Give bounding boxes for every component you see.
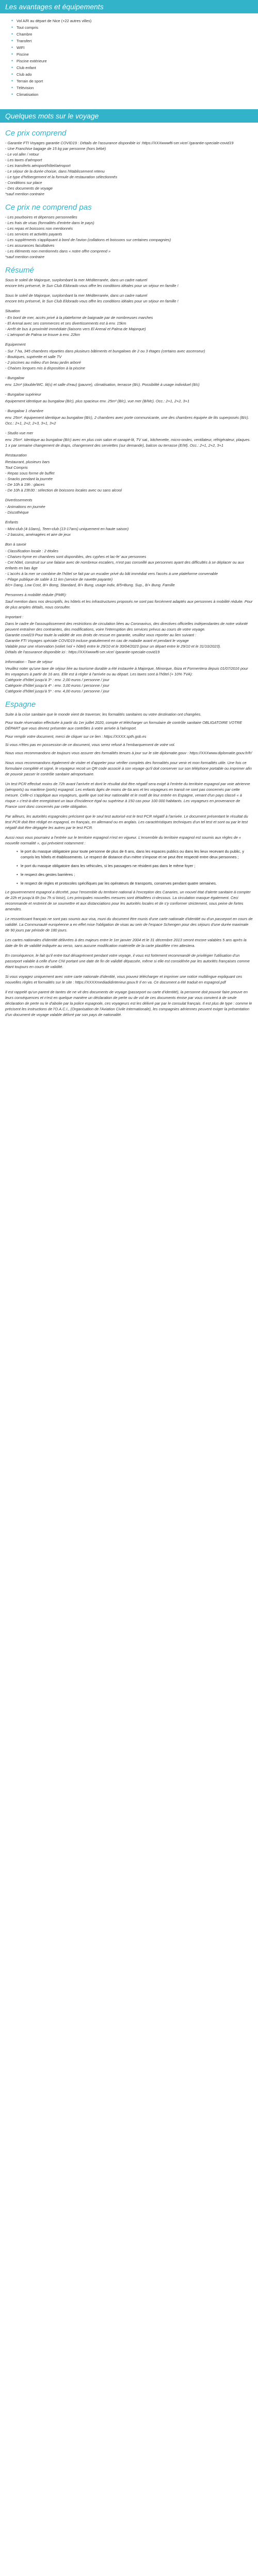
- bungalow-sup-title: - Bungalow supérieur: [5, 392, 41, 397]
- espagne-title: Espagne: [5, 700, 36, 709]
- summary-p1: Sous le soleil de Majorque, surplombant la mer Méditerranée, dans un cadre naturel: [5, 278, 148, 282]
- included-item: - Des documents de voyage: [5, 186, 53, 191]
- important-list: [5, 621, 253, 655]
- bungalow-title: - Bungalow: [5, 376, 24, 380]
- included-item: - Les transferts aéroport/hôtel/aéroport: [5, 163, 71, 168]
- advantage-item: • Chambre: [11, 31, 253, 38]
- espagne-rule-item: • le respect des gestes barrières ;: [17, 872, 253, 877]
- espagne-p5: Le gouvernement espagnol a décrété, pour l'ensemble du territoire national à l'exception des Canaries, un nouvel état d'alerte sanitaire à compter de 22h et jusqu'à 6h (ou 7h si loisir), Les principales nouvelles mesures sont détaillées ci-dessous. La circulation masque également. Ceci recommande et restreint de se soumettre et aux distanciations pour les autorités locales et de s'y conformer strictement, sous peine de fortes amendes.: [5, 890, 251, 911]
- kids-title: Enfants: [5, 520, 19, 524]
- included-title: Ce prix comprend: [5, 129, 67, 138]
- tax-item: Catégorie d'hôtel jusqu'à 3* : env. 2,00 euros / personne / jour: [5, 677, 109, 682]
- important-item: Valable pour une réservation (voliet /vol + hôtel) entre le 29/10 et le 30/04/2023 (pour un départ entre le 29/10 et le 31/10/2023).: [5, 644, 221, 649]
- espagne-p6: Le ressortissant français ne sont pas soumis aux visa, muni du document être munis d'une carte nationale d'identité ou d'un passeport en cours de validité. La Communauté européenne a en effet mise l'obligation de visas au sein de l'espace Schengen pour des séjours d'une durée maximale de 90 jours par période de 180 jours.: [5, 917, 253, 933]
- restauration-item: - Snacks pendant la journée: [5, 477, 53, 481]
- advantages-list: [0, 13, 258, 100]
- included-item: - Le type d'hébergement et la formule de restauration sélectionnés: [5, 175, 118, 179]
- excluded-item: - Les pourboires et dépenses personnelles: [5, 215, 77, 219]
- good-to-know-list: [5, 548, 253, 588]
- tax-title: Information - Taxe de séjour: [5, 659, 53, 664]
- restauration-item: Tout Compris: [5, 465, 28, 470]
- bungalow-desc: env. 12m² (double/WC. lit(s) et salle d'eau) (pauvre), climatisation, terrasse (8/c). Possibilité à usage individuel (8/c): [5, 382, 200, 387]
- fun-item: - Animations en journée: [5, 504, 45, 509]
- summary-p2: Sous le soleil de Majorque, surplombant la mer Méditerranée, dans un cadre naturel: [5, 293, 148, 298]
- espagne-red-4: Si vous n'êtes pas en possession de ce document, vous serez refusé à l'embarquement de votre vol.: [5, 742, 175, 747]
- tax-list: [5, 677, 253, 694]
- good-to-know-item: 8/c= Dang, Low Cost, 8/+ Bong, Standard, 8/+ Bung, usage indiv, 8/5=Bung. Sup., 8/+ Bung. Famille: [5, 583, 175, 587]
- good-to-know-item: - Classification locale : 2 étoiles: [5, 549, 59, 553]
- included-item: - Garantie FTI Voyages garantie COVID19 : Détails de l'assurance disponible ici :https://XXXwwwfti-ser.vice/ /garantie-speciale-covid19: [5, 141, 234, 145]
- advantage-item: • Climatisation: [11, 91, 253, 98]
- tax-item: Catégorie d'hôtel jusqu'à 4* : env. 3,00 euros / personne / jour: [5, 683, 109, 688]
- advantage-item: • Club enfant: [11, 64, 253, 71]
- excluded-item: - Les suppléments s'appliquant à bord de l'avion (collations et boissons sur certaines compagnies): [5, 238, 171, 242]
- advantage-item: • Télévision: [11, 84, 253, 91]
- equipment-title: Equipement: [5, 342, 26, 347]
- bungalow-family-title: - Bungalow 1 chambre: [5, 409, 43, 413]
- kids-list: [5, 526, 253, 537]
- espagne-p4: Aussi nous vous pourraiez a l'entrée sur le territoire espagnol n'est en vigueur. L'ensemble du territoire espagnol est soumis aux règles de « nouvelle normalité », qui prévoient notamment :: [5, 835, 241, 845]
- included-item: - Une Franchise bagage de 15 kg par personne (hors bébé): [5, 146, 106, 151]
- restauration-item: - De 10h à 19h : glaces: [5, 482, 45, 487]
- important-item: Garantie covid19 Pour toute la validité de vos droits de rescue en garantie, veuillez vous reporter au lien suivant :: [5, 633, 197, 637]
- advantage-item: • Tout compris: [11, 24, 253, 31]
- restauration-list: [5, 459, 253, 493]
- advantage-item: • Vol A/R au départ de Nice (+22 autres villes): [11, 18, 253, 24]
- equipment-list: [5, 348, 253, 371]
- included-item: - Conditions sur place: [5, 180, 42, 185]
- excluded-item: - Les assurances facultatives: [5, 243, 55, 248]
- advantage-item: • Piscine: [11, 51, 253, 58]
- summary-p1b: encore très préservé, le Sun Club Eldorado vous offre les conditions idéales pour un séjour en famille !: [5, 283, 179, 288]
- included-item: - Le vol aller / retour: [5, 152, 39, 157]
- situation-item: - Arrêt de bus à proximité immédiate (liaisons vers El Arenal et Palma de Majorque): [5, 327, 146, 331]
- advantage-item: • Terrain de sport: [11, 78, 253, 84]
- espagne-rule-item: • le port du masque obligatoire dans les véhicules, si les passagers ne résident pas dans le même foyer ;: [17, 863, 253, 869]
- espagne-p9: Si vous voyagez uniquement avec votre carte nationale d'identité, vous pouvez télécharger et imprimer une notice multilingue expliquant ces nouvelles règles et formalités sur le site : https://XXXXmediadidinterieur.gouv.fr Il en va. Ce document a été traduit en espagnol.pdf: [5, 974, 243, 985]
- espagne-red-3[interactable]: Pour remplir votre document, merci de cliquer sur ce lien : https://XXXX.spth.gob.es: [5, 734, 147, 739]
- advantage-item: • Club ado: [11, 71, 253, 78]
- studio-desc: env. 25m². Identique au bungalow (B/c) avec en plus coin salon et canapé-lit, TV sat., kitchenette, micro-ondes, ventilateur, réfrigérateur, plaques. 1 x par semaine changement de draps, changement des serviettes (sur demande), balcon ou terrasse (E/M). Occ.: 2+1, 2+2, 3+1: [5, 437, 251, 448]
- good-to-know-item: - Cet hôtel, construit sur une falaise avec de nombreux escaliers, n'est pas conseillé aux personnes ayant des difficultés à se déplacer ou aux enfants en bas âge: [5, 560, 244, 570]
- excluded-item: - Les frais de visas (formalités d'entrée dans le pays): [5, 221, 94, 225]
- included-list: [5, 140, 253, 197]
- equipment-item: - Sur 7 ha, 345 chambres réparties dans plusieurs bâtiments et bungalows de 2 ou 3 étages (certains avec ascenseur): [5, 349, 205, 353]
- pmr-title: Personnes à mobilité réduite (PMR):: [5, 592, 67, 597]
- excluded-title: Ce prix ne comprend pas: [5, 203, 92, 212]
- bungalow-sup-desc: équipement identique au bungalow (B/c), plus spacieux env. 25m² (B/c), vue mer (B/Mc). Occ.: 2+1, 2+2, 3+1: [5, 399, 190, 403]
- restauration-item: - De 10h à 23h30 : sélection de boissons locales avec ou sans alcool: [5, 488, 122, 493]
- page: [0, 0, 258, 1022]
- situation-item: - En bord de mer, accès privé à la plateforme de baignade par de nombreuses marches: [5, 315, 153, 320]
- fun-item: - Discothèque: [5, 510, 29, 515]
- restauration-item: - Repas sous forme de buffet: [5, 471, 55, 476]
- included-item: - Le séjour de la durée choisie, dans l'établissement retenu: [5, 169, 105, 174]
- studio-title: - Studio vue mer: [5, 431, 34, 435]
- pmr-desc: Sauf mention dans nos descriptifs, les hôtels et les infrastructures proposés ne sont pas forcément adaptés aux personnes à mobilité réduite. Pour de plus amples détails, nous consulter.: [5, 599, 253, 609]
- situation-list: [5, 315, 253, 337]
- situation-title: Situation: [5, 309, 20, 313]
- situation-item: - El Arenal avec ses commerces et ses divertissements est à env. 15km: [5, 321, 126, 326]
- important-title: Important :: [5, 615, 24, 619]
- fun-title: Divertissements: [5, 498, 33, 502]
- important-item: Dans le cadre de l'assouplissement des restrictions de circulation liées au Coronavirus, des directives officielles indépendantes de notre volonté peuvent entraîner des contraintes, des modifications, voire l'interruption des services prévus au cours de votre voyage.: [5, 621, 248, 632]
- espagne-rule-item: • le respect de règles et protocoles spécifiques par les opérateurs de transports, conserves pendant quatre semaines.: [17, 880, 253, 886]
- espagne-rule-item: • le port du masque obligatoire pour toute personne de plus de 6 ans, dans les espaces publics ou dans les lieux recevant du public, y compris les hôtels et établissements. Le respect de distance d'un mètre s'impose et ne peut être respecté entre deux personnes ;: [17, 849, 253, 860]
- good-to-know-item: - L'accès à la mer se combine de l'hôtel se fait par un escalier privé du bât immédiat vers l'accès à une plateforme convenable: [5, 571, 218, 576]
- equipment-item: - 2 piscines au milieu d'un beau jardin arboré: [5, 360, 81, 365]
- advantages-banner: Les avantages et équipements: [0, 0, 258, 13]
- espagne-p1: Nous vous recommandons également de visiter et d'appeler pour vérifier complets des formalités pour venir et mon formalités utile. Une fois ce formulaire complété et signé, le voyageur recoit un QR code associé à son voyage qu'il doit conserver sur son téléphone portable ou imprimer afin de pouvoir passer le contrôle sanitaire aéroportuaire.: [5, 760, 252, 776]
- kids-item: - 2 bassins, aménagées et aire de jeux: [5, 532, 71, 537]
- equipment-item: - Chaises longues mis à disposition à la piscine: [5, 366, 85, 370]
- tax-item: Catégorie d'hôtel jusqu'à 5* : env. 4,00 euros / personne / jour: [5, 689, 109, 693]
- why-banner: Quelques mots sur le voyage: [0, 109, 258, 123]
- advantage-item: • Piscine extérieure: [11, 58, 253, 64]
- summary-title: Résumé: [5, 266, 34, 275]
- restauration-title: Restauration: [5, 453, 27, 457]
- espagne-red-5[interactable]: Nous vous recommandons de toujours vous assurer des formalités tenues à jour sur le site diplomatie.gouv : https://XXXwww.diplomatie.gouv.fr/fr/: [5, 751, 252, 755]
- excluded-item: - Les services et activités payants: [5, 232, 62, 236]
- summary-p2b: encore très préservé, le Sun Club Eldorado vous offre les conditions idéales pour un séjour en famille !: [5, 299, 179, 303]
- excluded-list: [5, 214, 253, 260]
- important-item: Garantie FTI Voyages spéciale COVID19 incluse gratuitement en cas de maladie avant et pendant le voyage: [5, 638, 189, 643]
- included-item: - Les taxes d'aéroport: [5, 158, 42, 162]
- espagne-rules-list: [5, 849, 253, 886]
- espagne-red-2: Pour toute réservation effectuée à partir du 1er juillet 2020, compte et télécharger un formulaire de contrôle sanitaire OBLIGATOIRE VOTRE DÉPART que vous devrez présenter aux contrôles à votre arrivée à l'aéroport.: [5, 720, 242, 731]
- advantage-item: • Transfert: [11, 38, 253, 44]
- espagne-p8: En conséquence, le fait qu'il entre tout désagrément pendant votre voyage, il vous est fortement recommandé de privilégier l'utilisation d'un passeport valable à celle d'une CNI portant une date de fin de validité dépassée, même si elle est considérée par les autorités françaises comme étant toujours en cours de validité.: [5, 953, 250, 969]
- good-to-know-title: Bon à savoir: [5, 542, 27, 547]
- espagne-p10: Il est rappelé qu'un parent de tantes de ne vit des documents de voyage (passeport ou carte d'identité), la personne doit pouvoir faire preuve en leurs conséquences et n'est en quelque manière un déclaration de perte ou de vol de ces documents émise par vous convient à de seule déclaration de perte ou le d'abolie par la police espagnole, ces voyageurs est les délivré par par le consulat français. Il est plus de type : comme le précisent les instructions de l'O.A.C.I., (Organisation de l'Aviation Civile Internationale), les compagnies aériennes peuvent exiger la présentation d'un document de voyage valable délivré par son pays de nationalité.: [5, 990, 252, 1017]
- situation-item: - L'aéroport de Palma se trouve à env. 22km: [5, 332, 80, 337]
- good-to-know-item: - Pilage publique de sable à 11 km (service de navette payante): [5, 577, 113, 582]
- excluded-item: - Les éléments non mentionnés dans « notre offre comprend »: [5, 249, 111, 253]
- equipment-item: - Boutiques, supérette et salle TV: [5, 354, 62, 359]
- restauration-item: Restaurant, plusieurs bars: [5, 460, 50, 464]
- excluded-item: *sauf mention contraire: [5, 255, 44, 259]
- espagne-p7: Les cartes nationales d'identité délivrées à des majeurs entre le 1er janvier 2004 et le 31 décembre 2013 seront encore valables 5 ans après la date de fin de validité indiquée au verso, sans aucune modification matérielle de la carte plastifiée n'en attestera.: [5, 938, 247, 948]
- espagne-p2: Un test PCR effectué moins de 72h avant l'arrivée et dont le résultat doit être négatif sera exigé à l'entrée du territoire espagnol par voie aérienne (aéroports) ou maritime (ports) espagnol. Les enfants âgés de moins de 6a ans et les voyageurs en transit ne sont pas concernés par cette mesure. Celle-ci s'applique aux voyageurs, quelle que soit leur nationalité et le motif de leur entrée en Espagne, venant d'un pays classé « à risque » c'est-à-dire enregistrant un taux d'incidence égal ou supérieur à 150 cas pour 100 000 habitants. Les voyageurs en provenance de France sont donc concernés par cette obligation.: [5, 782, 250, 809]
- fun-list: [5, 504, 253, 515]
- espagne-p3: Par ailleurs, les autorités espagnoles précisent que le seul test autorisé est le test PCR négatif à l'arrivée. Le document présentant le résultat du test PCR doit être rédigé en espagnol, en français, en allemand ou en anglais. Les caractéristiques techniques d'un tel test et sont ou par le test négatif doit être dégagée les autres par le test PCR.: [5, 814, 248, 830]
- important-item: Détails de l'assurance disponible ici : https://XXXwwwfti-ser.vice/ /garantie-speciale-covid19: [5, 650, 160, 654]
- bungalow-family-desc: env. 25m². équipement identique au bungalow (B/c), 2 chambres avec porte communicante, une des chambres équipée de lits superposés (B/c). Occ.: 2+1, 2+2, 2+3, 3+1, 3+2: [5, 415, 249, 426]
- good-to-know-item: - Chaises-hyme en chambres sont disponibles, des cyphes et lac-fe' aux personnes: [5, 554, 147, 559]
- advantage-item: • WIFI: [11, 44, 253, 51]
- main-content: [0, 129, 258, 1022]
- included-item: *sauf mention contraire: [5, 192, 44, 196]
- tax-desc: Veuillez noter qu'une taxe de séjour liée au tourisme durable a été instaurée à Majorque, Minorque, Ibiza et Formentera depuis 01/07/2016 pour les voyageurs à partir de 16 ans. Elle est à régler à l'arrivée ou au départ. Les taxes sont à l'hôtel (+ 10% TVA):: [5, 666, 248, 676]
- espagne-red-1: Suite à la crise sanitaire que le monde vient de traverser, les formalités sanitaires ou votre destination ont changées.: [5, 712, 202, 717]
- excluded-item: - Les repas et boissons non mentionnés: [5, 226, 73, 231]
- kids-item: - Mini-club (4-10ans), Teen-club (13-17ans) uniquement en haute saison): [5, 527, 129, 531]
